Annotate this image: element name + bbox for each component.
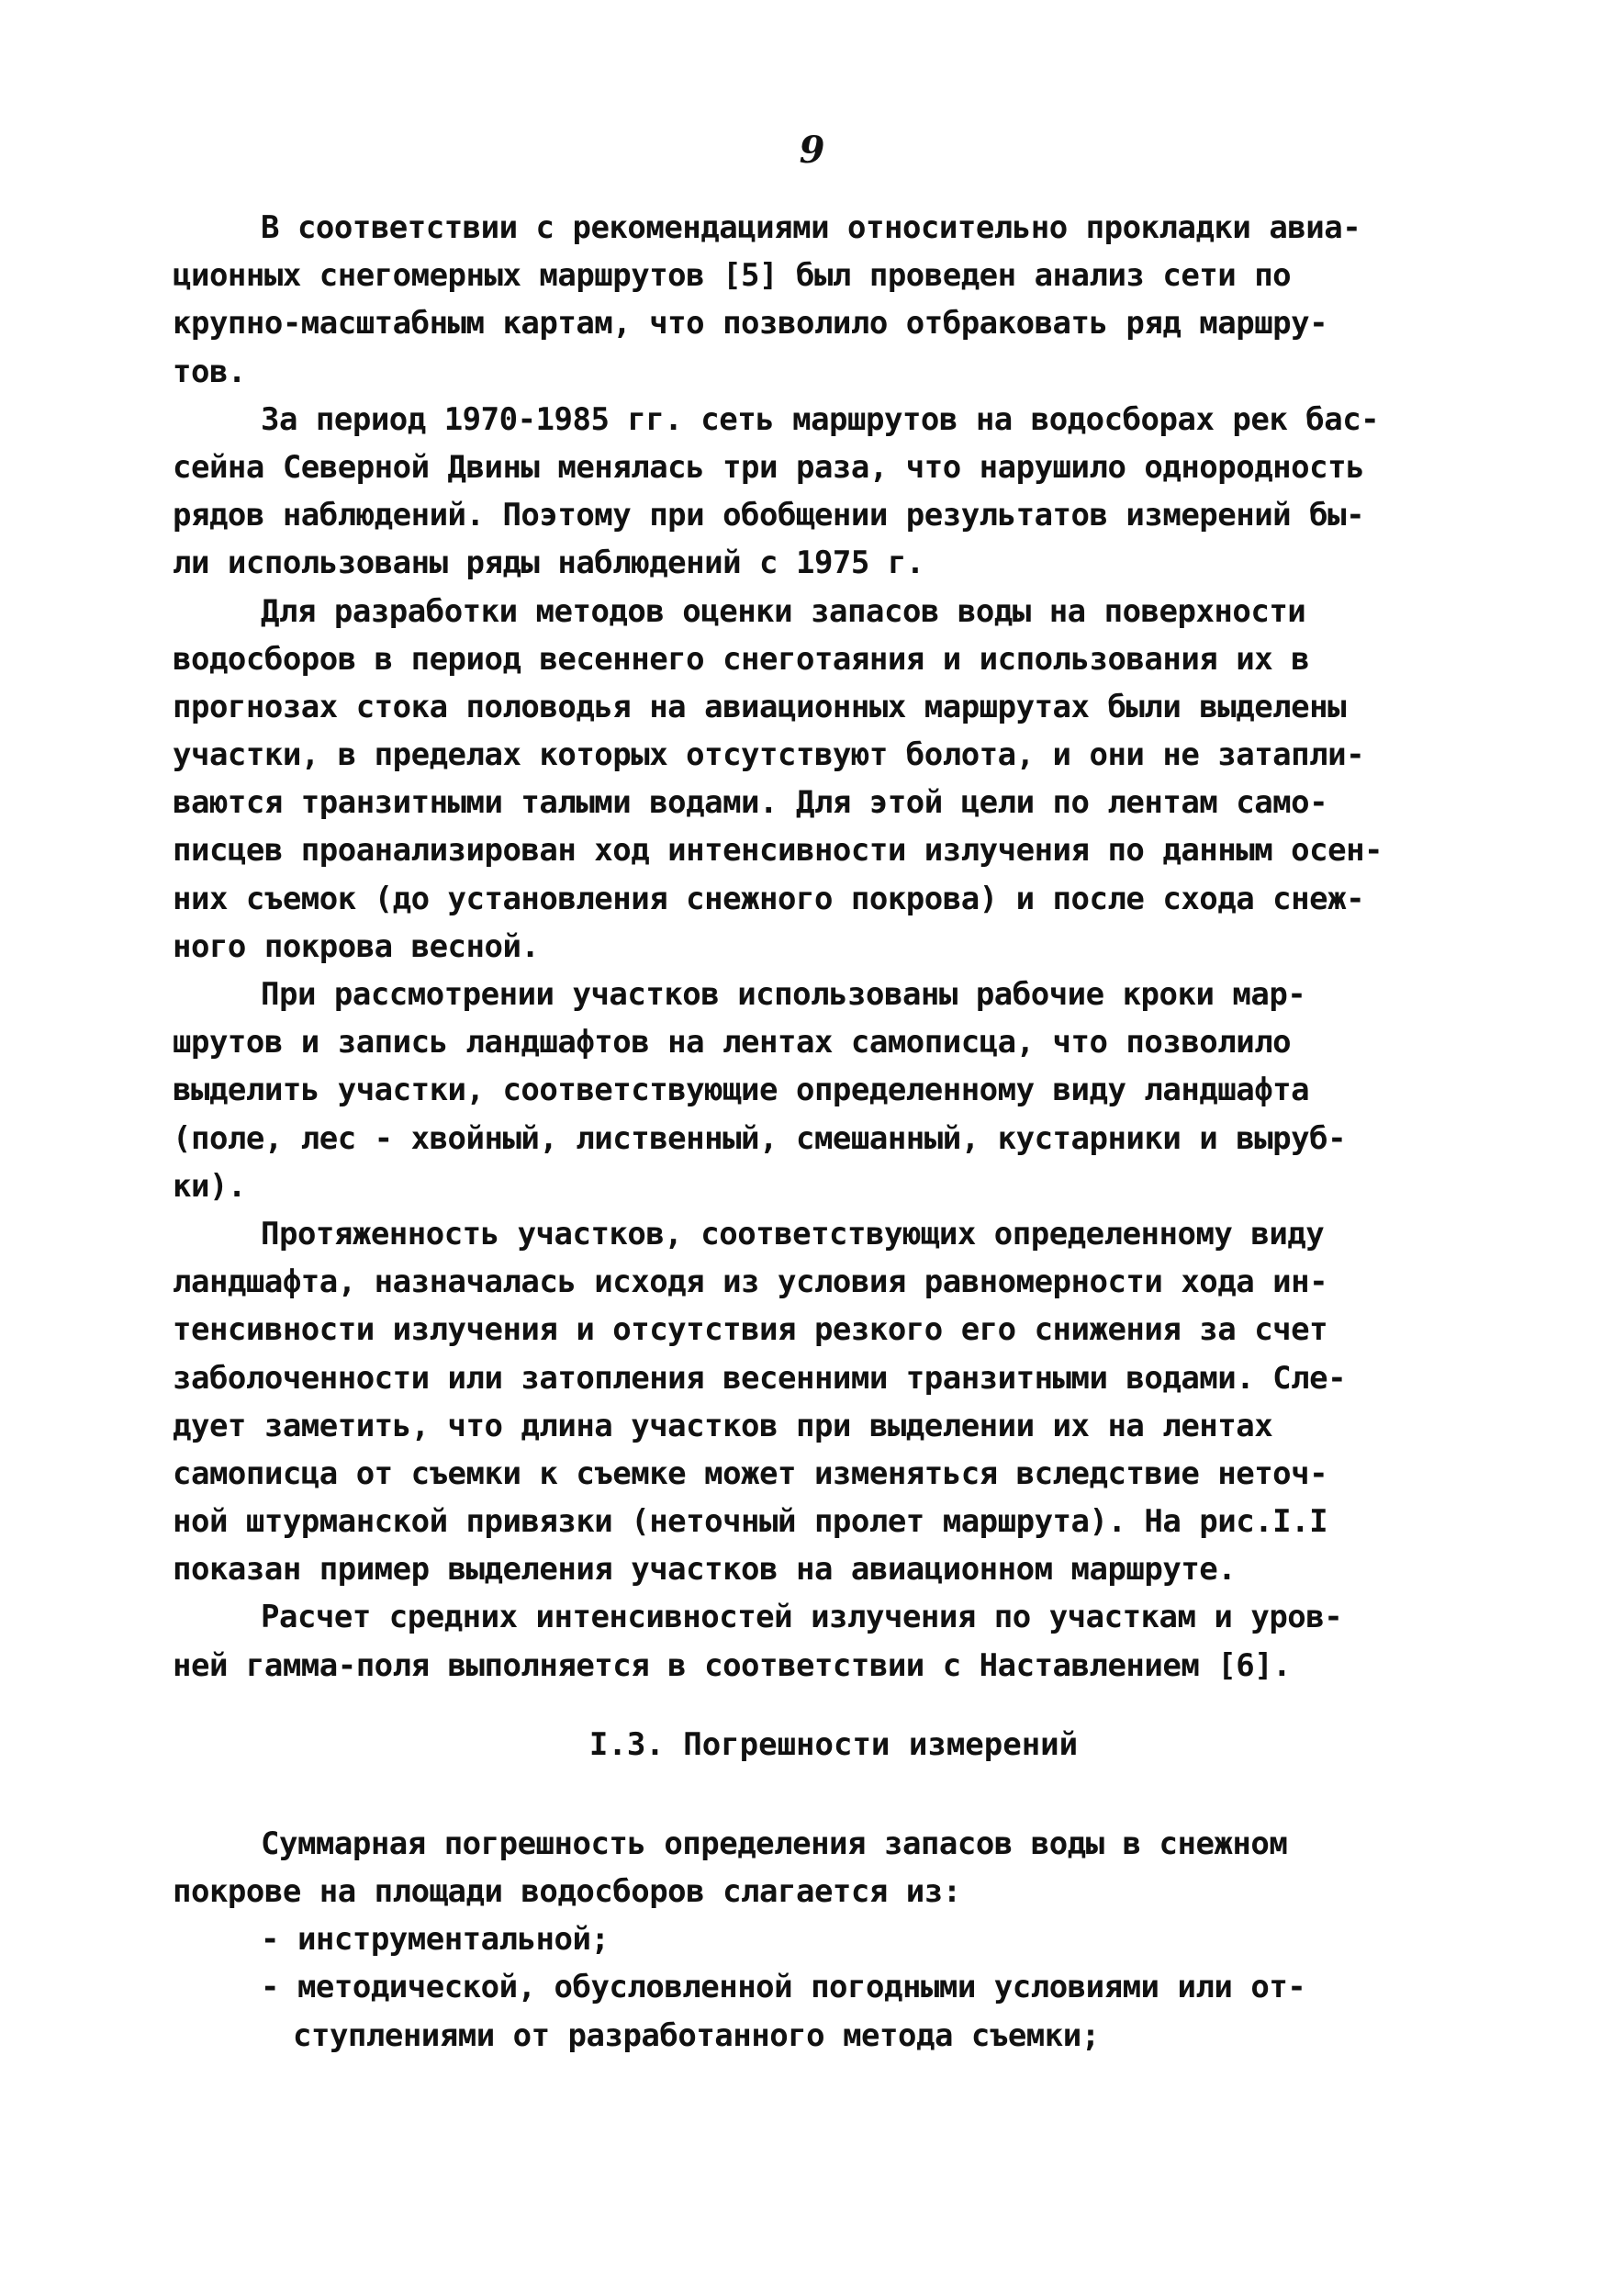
text-line: - инструментальной; xyxy=(261,1921,610,1959)
text-line: ки). xyxy=(173,1167,246,1205)
text-line: ного покрова весной. xyxy=(173,927,540,965)
text-line: ционных снегомерных маршрутов [5] был проведен анализ сети по xyxy=(173,257,1292,295)
text-line: ваются транзитными талыми водами. Для этой цели по лентам само- xyxy=(173,784,1328,822)
text-line: дует заметить, что длина участков при выделении их на лентах xyxy=(173,1407,1273,1444)
text-line: Для разработки методов оценки запасов воды на поверхности xyxy=(261,592,1306,630)
body-text xyxy=(173,204,1495,2060)
text-line: ландшафта, назначалась исходя из условия равномерности хода ин- xyxy=(173,1263,1328,1301)
paragraph xyxy=(173,1820,1495,1915)
paragraph xyxy=(173,971,1495,1210)
text-line: шрутов и запись ландшафтов на лентах самописца, что позволило xyxy=(173,1024,1292,1061)
text-line: писцев проанализирован ход интенсивности излучения по данным осен- xyxy=(173,832,1383,870)
list-item xyxy=(173,1915,1495,1963)
text-line: заболоченности или затопления весенними транзитными водами. Сле- xyxy=(173,1359,1347,1397)
paragraph xyxy=(173,588,1495,971)
section-heading: I.3. Погрешности измерений xyxy=(588,1725,1079,1763)
list-item xyxy=(173,1963,1495,2059)
text-line: Расчет средних интенсивностей излучения по участкам и уров- xyxy=(261,1599,1343,1636)
text-line: - методической, обусловленной погодными условиями или от- xyxy=(261,1969,1306,2006)
text-line: тов. xyxy=(173,353,246,390)
text-line: участки, в пределах которых отсутствуют болота, и они не затапли- xyxy=(173,736,1365,774)
text-line: прогнозах стока половодья на авиационных маршрутах были выделены xyxy=(173,688,1347,725)
text-line: За период 1970-1985 гг. сеть маршрутов на водосборах рек бас- xyxy=(261,400,1380,438)
text-line: ней гамма-поля выполняется в соответствии с Наставлением [6]. xyxy=(173,1646,1292,1684)
text-line: Протяженность участков, соответствующих определенному виду xyxy=(261,1215,1325,1252)
page-number: 9 xyxy=(799,129,825,172)
text-line: показан пример выделения участков на авиационном маршруте. xyxy=(173,1551,1237,1589)
text-line: водосборов в период весеннего снеготаяния и использования их в xyxy=(173,640,1310,678)
text-line: сейна Северной Двины менялась три раза, что нарушило однородность xyxy=(173,448,1365,486)
text-line: Суммарная погрешность определения запасов воды в снежном xyxy=(261,1825,1288,1862)
text-line: них съемок (до установления снежного покрова) и после схода снеж- xyxy=(173,880,1365,917)
text-line: В соответствии с рекомендациями относительно прокладки авиа- xyxy=(261,209,1361,246)
paragraph xyxy=(173,1593,1495,1689)
text-line: ной штурманской привязки (неточный пролет маршрута). На рис.I.I xyxy=(173,1503,1328,1541)
text-line: (поле, лес - хвойный, лиственный, смешанный, кустарники и выруб- xyxy=(173,1119,1347,1157)
text-line: самописца от съемки к съемке может изменяться вследствие неточ- xyxy=(173,1454,1328,1492)
paragraph xyxy=(173,1210,1495,1594)
text-line: При рассмотрении участков использованы рабочие кроки мар- xyxy=(261,976,1306,1013)
text-line: тенсивности излучения и отсутствия резкого его снижения за счет xyxy=(173,1311,1328,1349)
list xyxy=(173,1915,1495,2060)
text-line: ступлениями от разработанного метода съемки; xyxy=(293,2016,1100,2054)
text-line: ли использованы ряды наблюдений с 1975 г. xyxy=(173,545,924,582)
text-line: покрове на площади водосборов слагается из: xyxy=(173,1873,961,1910)
paragraph xyxy=(173,396,1495,588)
text-line: выделить участки, соответствующие определенному виду ландшафта xyxy=(173,1072,1310,1109)
text-line: крупно-масштабным картам, что позволило отбраковать ряд маршру- xyxy=(173,305,1328,343)
paragraph xyxy=(173,204,1495,396)
text-line: рядов наблюдений. Поэтому при обобщении результатов измерений бы- xyxy=(173,497,1365,534)
